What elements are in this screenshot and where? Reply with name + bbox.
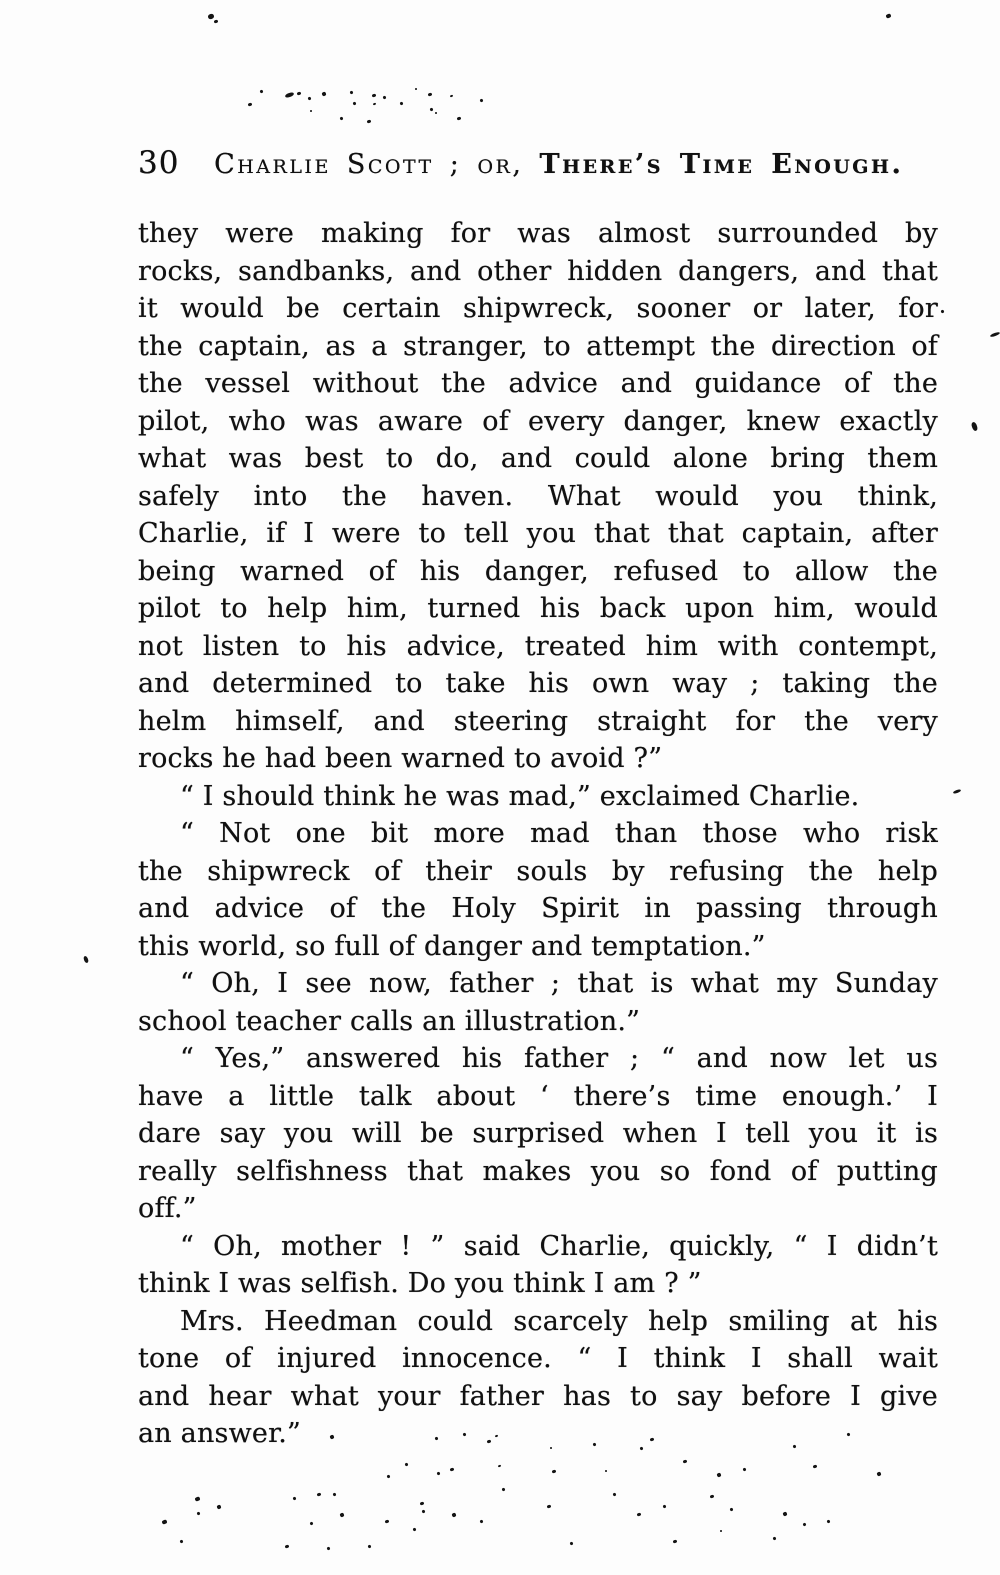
ink-speck bbox=[716, 1472, 721, 1477]
ink-speck bbox=[885, 13, 891, 18]
ink-speck bbox=[248, 102, 253, 106]
ink-speck bbox=[373, 103, 377, 106]
ink-speck bbox=[502, 1488, 506, 1492]
ink-speck bbox=[480, 1520, 484, 1524]
ink-speck bbox=[387, 1475, 391, 1479]
ink-speck bbox=[180, 1540, 184, 1544]
text-line: “ Oh, I see now, father ; that is what my Sunday bbox=[180, 968, 938, 999]
ink-speck bbox=[420, 1501, 425, 1505]
ink-speck bbox=[605, 1470, 608, 1473]
ink-speck bbox=[415, 88, 418, 91]
ink-speck bbox=[710, 1494, 715, 1498]
text-line: really selfishness that makes you so fond of putting bbox=[138, 1155, 938, 1187]
paragraph bbox=[138, 1040, 938, 1228]
ink-speck bbox=[813, 1464, 818, 1468]
text-line: rocks he had been warned to avoid ?” bbox=[138, 743, 663, 774]
ink-speck bbox=[990, 331, 1000, 337]
page-body bbox=[138, 215, 938, 1453]
text-line: have a little talk about ‘ there’s time enough.’ I bbox=[138, 1080, 938, 1112]
ink-speck bbox=[683, 1459, 688, 1463]
text-line: Mrs. Heedman could scarcely help smiling at his bbox=[180, 1305, 938, 1337]
ink-speck bbox=[321, 91, 326, 96]
ink-speck bbox=[450, 95, 454, 98]
text-line: helm himself, and steering straight for the very bbox=[138, 705, 938, 737]
text-line: “ Oh, mother ! ” said Charlie, quickly, “ I didn’t bbox=[180, 1230, 938, 1262]
ink-speck bbox=[435, 112, 438, 115]
text-line: tone of injured innocence. “ I think I shall wait bbox=[138, 1343, 938, 1374]
ink-speck bbox=[333, 1493, 337, 1497]
ink-speck bbox=[339, 1512, 344, 1517]
paragraph bbox=[138, 215, 938, 778]
ink-speck bbox=[400, 102, 404, 106]
ink-speck bbox=[782, 1511, 787, 1516]
ink-speck bbox=[368, 1545, 372, 1549]
paragraph bbox=[138, 965, 938, 1040]
ink-speck bbox=[673, 1539, 678, 1543]
ink-speck bbox=[383, 96, 387, 100]
text-line: safely into the haven. What would you think, bbox=[138, 480, 938, 512]
ink-speck bbox=[207, 13, 214, 20]
paragraph bbox=[138, 778, 938, 816]
ink-speck bbox=[405, 1463, 409, 1467]
ink-speck bbox=[353, 102, 357, 106]
ink-speck bbox=[317, 1492, 322, 1496]
ink-speck bbox=[743, 1468, 747, 1472]
text-line: “ Yes,” answered his father ; “ and now let us bbox=[180, 1043, 938, 1074]
text-line: this world, so full of danger and temptation.” bbox=[138, 930, 766, 962]
ink-speck bbox=[216, 1504, 221, 1509]
ink-speck bbox=[437, 1472, 441, 1476]
text-line: and determined to take his own way ; taking the bbox=[138, 668, 938, 699]
text-line: “ Not one bit more mad than those who risk bbox=[180, 818, 938, 849]
ink-speck bbox=[663, 1505, 667, 1509]
ink-speck bbox=[953, 789, 962, 795]
ink-speck bbox=[450, 1467, 455, 1471]
ink-speck bbox=[730, 1508, 734, 1512]
text-line: school teacher calls an illustration.” bbox=[138, 1005, 641, 1037]
paragraph bbox=[138, 1303, 938, 1453]
ink-speck bbox=[457, 116, 462, 120]
ink-speck bbox=[422, 1510, 426, 1514]
text-line: the captain, as a stranger, to attempt the direction of bbox=[138, 330, 938, 362]
ink-speck bbox=[197, 1512, 201, 1516]
ink-speck bbox=[773, 1537, 777, 1541]
ink-speck bbox=[214, 19, 219, 23]
ink-speck bbox=[260, 90, 264, 94]
text-line: an answer.” bbox=[138, 1418, 302, 1449]
text-line: it would be certain shipwreck, sooner or later, for bbox=[138, 293, 938, 324]
ink-speck bbox=[547, 1504, 552, 1508]
running-title-right: There’s Time Enough. bbox=[539, 149, 904, 180]
ink-speck bbox=[827, 1520, 831, 1524]
ink-speck bbox=[285, 92, 295, 99]
running-title bbox=[179, 148, 938, 182]
text-line: “ I should think he was mad,” exclaimed Charlie. bbox=[180, 780, 860, 812]
text-line: think I was selfish. Do you think I am ? ” bbox=[138, 1268, 702, 1299]
ink-speck bbox=[451, 1512, 456, 1517]
ink-speck bbox=[876, 1471, 881, 1476]
ink-speck bbox=[83, 956, 89, 964]
ink-speck bbox=[428, 92, 433, 96]
ink-speck bbox=[297, 91, 302, 95]
ink-speck bbox=[498, 1465, 502, 1468]
text-line: and advice of the Holy Spirit in passing through bbox=[138, 893, 938, 924]
text-line: the vessel without the advice and guidance of the bbox=[138, 368, 938, 399]
ink-speck bbox=[971, 421, 979, 431]
ink-speck bbox=[613, 1493, 617, 1497]
text-line: the shipwreck of their souls by refusing the help bbox=[138, 855, 938, 887]
text-line: and hear what your father has to say before I give bbox=[138, 1380, 938, 1412]
text-line: what was best to do, and could alone bring them bbox=[138, 443, 938, 474]
ink-speck bbox=[285, 1544, 290, 1548]
ink-speck bbox=[367, 119, 372, 123]
ink-speck bbox=[803, 1523, 807, 1527]
text-line: rocks, sandbanks, and other hidden dangers, and that bbox=[138, 255, 938, 287]
ink-speck bbox=[161, 1519, 167, 1524]
ink-speck bbox=[194, 1496, 200, 1501]
ink-speck bbox=[308, 97, 312, 101]
text-line: not listen to his advice, treated him with contempt, bbox=[138, 630, 938, 662]
ink-speck bbox=[430, 108, 434, 112]
text-line: they were making for was almost surrounded by bbox=[138, 218, 938, 249]
page-header bbox=[138, 146, 938, 182]
text-line: dare say you will be surprised when I tell you it is bbox=[138, 1118, 938, 1149]
ink-speck bbox=[310, 1522, 314, 1526]
ink-speck bbox=[637, 1512, 642, 1516]
text-line: pilot, who was aware of every danger, knew exactly bbox=[138, 405, 938, 437]
ink-speck bbox=[350, 91, 354, 95]
ink-speck bbox=[310, 110, 313, 113]
text-line: being warned of his danger, refused to allow the bbox=[138, 555, 938, 587]
running-title-left: Charlie Scott ; or, bbox=[214, 149, 524, 180]
paragraph bbox=[138, 815, 938, 965]
text-line: off.” bbox=[138, 1193, 197, 1224]
ink-speck bbox=[340, 117, 344, 121]
paragraph bbox=[138, 1228, 938, 1303]
page-number: 30 bbox=[138, 145, 180, 181]
ink-speck bbox=[327, 1547, 331, 1551]
ink-speck bbox=[720, 1530, 723, 1533]
ink-speck bbox=[413, 1528, 417, 1532]
ink-speck bbox=[552, 1469, 557, 1473]
ink-speck bbox=[385, 1519, 390, 1523]
text-line: pilot to help him, turned his back upon him, would bbox=[138, 593, 938, 624]
ink-speck bbox=[293, 1497, 297, 1501]
ink-speck bbox=[570, 1542, 574, 1546]
ink-speck bbox=[941, 310, 945, 314]
ink-speck bbox=[480, 99, 484, 103]
ink-speck bbox=[372, 93, 377, 97]
text-line: Charlie, if I were to tell you that that captain, after bbox=[138, 518, 938, 549]
